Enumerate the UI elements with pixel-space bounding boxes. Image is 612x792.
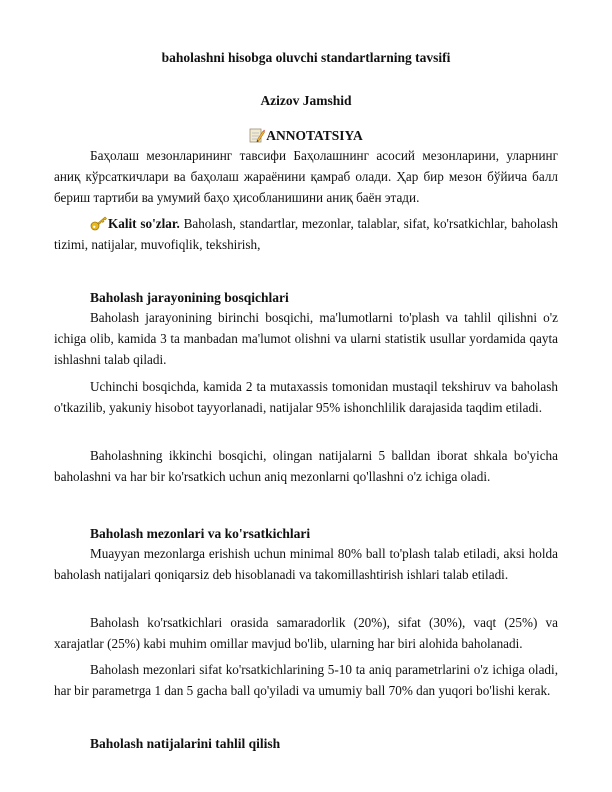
keywords-list: Baholash, standartlar, mezonlar, talablar, sifat, ko'rsatkichlar, baholash tizimi, natijalar, muvofiqlik, tekshirish, [54, 216, 558, 252]
memo-pencil-icon [249, 127, 265, 143]
annotation-heading [0, 127, 612, 144]
section-heading: Baholash jarayonining bosqichlari [90, 290, 289, 305]
author-name: Azizov Jamshid [260, 93, 352, 108]
paragraph: Baholash mezonlari sifat ko'rsatkichlarining 5-10 ta aniq parametrlarini o'z ichiga oladi, har bir parametrga 1 dan 5 gacha ball qo'yiladi va umumiy ball 70% dan yuqori bo'lishi kerak. [54, 662, 558, 698]
paragraph: Muayyan mezonlarga erishish uchun minimal 80% ball to'plash talab etiladi, aksi holda baholash natijalari qoniqarsiz deb hisoblanadi va takomillashtirish ishlari talab etiladi. [54, 546, 558, 582]
paragraph: Uchinchi bosqichda, kamida 2 ta mutaxassis tomonidan mustaqil tekshiruv va baholash o'tkazilib, yakuniy hisobot tayyorlanadi, natijalar 95% ishonchlilik darajasida taqdim etiladi. [54, 379, 558, 415]
keywords-paragraph [54, 213, 558, 255]
section-heading: Baholash natijalarini tahlil qilish [90, 736, 281, 751]
paragraph: Baholash jarayonining birinchi bosqichi, ma'lumotlarni to'plash va tahlil qilishni o'z ichiga olib, kamida 3 ta manbadan ma'lumot olishni va ularni statistik usullar yordamida qayta ishlashni talab qiladi. [54, 310, 558, 367]
paragraph: Baholashning ikkinchi bosqichi, olingan natijalarni 5 balldan iborat shkala bo'yicha baholashni va har bir ko'rsatkich uchun aniq mezonlarni qo'llashni o'z ichiga oladi. [54, 448, 558, 484]
annotation-label: ANNOTATSIYA [266, 128, 363, 143]
keywords-label: Kalit so'zlar. [108, 216, 180, 231]
section-heading: Baholash mezonlari va ko'rsatkichlari [90, 526, 311, 541]
key-icon [90, 215, 108, 231]
abstract-text: Баҳолаш мезонларининг тавсифи Баҳолашнинг асосий мезонларини, уларнинг аниқ кўрсаткичлари ва баҳолаш жараёнини қамраб олади. Ҳар бир мезон бўйича балл бериш тартиби ва умумий баҳо ҳисобланишини аниқ баён этади. [54, 148, 558, 205]
paragraph: Baholash ko'rsatkichlari orasida samaradorlik (20%), sifat (30%), vaqt (25%) va xarajatlar (25%) kabi muhim omillar mavjud bo'lib, ularning har biri alohida baholanadi. [54, 615, 558, 651]
paper-title: baholashni hisobga oluvchi standartlarning tavsifi [161, 50, 451, 65]
